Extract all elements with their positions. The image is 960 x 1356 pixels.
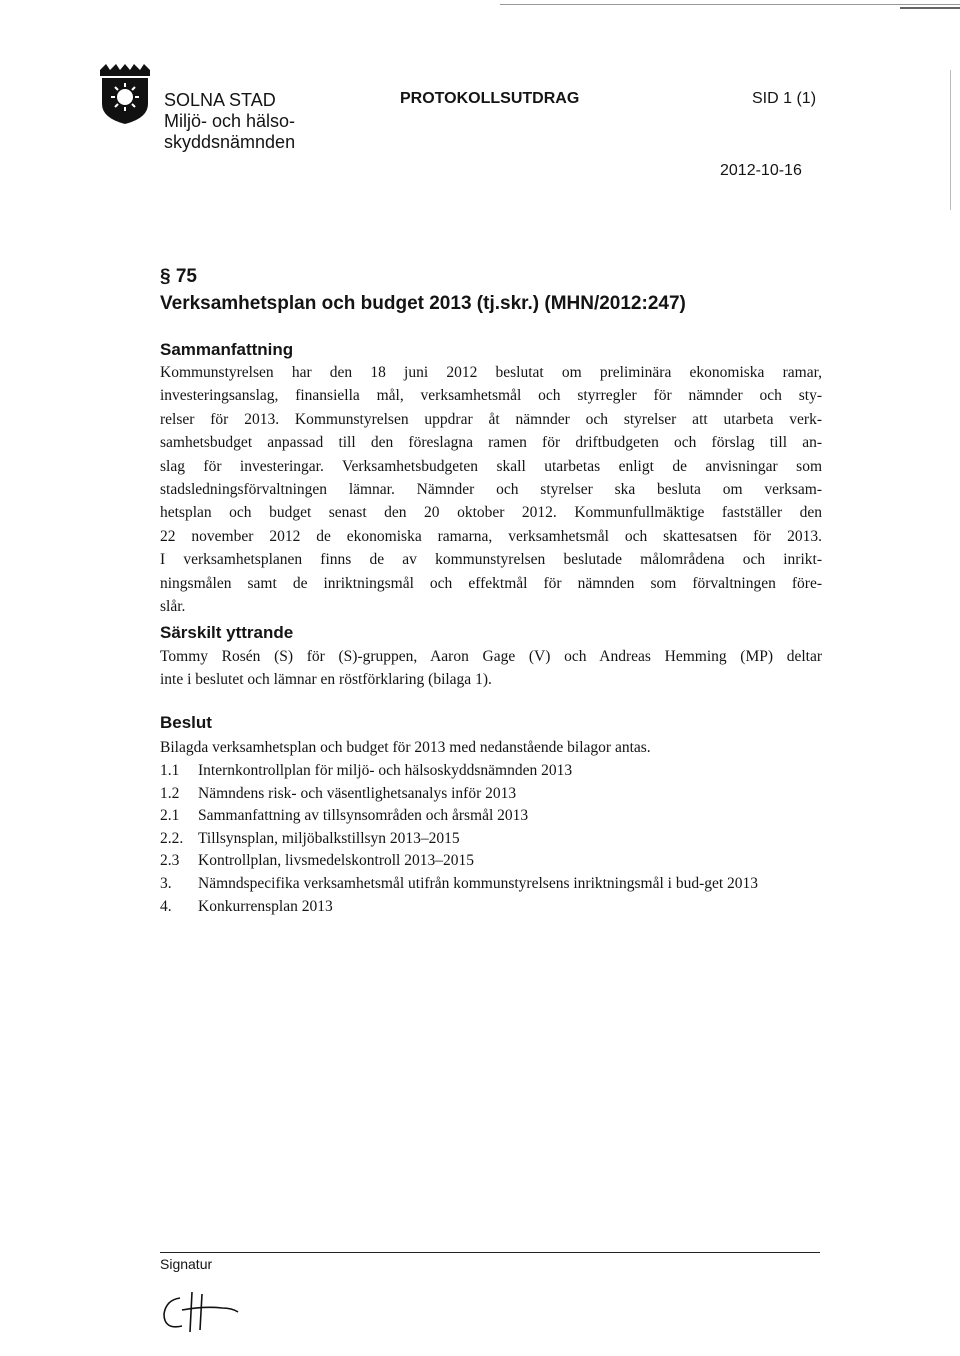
decision-heading: Beslut [160, 713, 212, 732]
summary-line: hetsplan och budget senast den 20 oktober 2012. Kommunfullmäktige fastställer den [160, 504, 822, 522]
summary-line: 22 november 2012 de ekonomiska ramarna, verksamhetsmål och skattesatsen för 2013. [160, 527, 822, 545]
list-item [160, 805, 822, 828]
solna-crest-icon [98, 64, 152, 124]
org-committee-line1: Miljö- och hälso- [164, 111, 296, 131]
statement-line: Tommy Rosén (S) för (S)-gruppen, Aaron Gage (V) och Andreas Hemming (MP) deltar [160, 648, 822, 665]
signature-divider [160, 1252, 820, 1253]
statement-line: inte i beslutet och lämnar en röstförklaring (bilaga 1). [160, 671, 492, 689]
list-item-number: 1.2 [160, 784, 180, 802]
list-item-text: Konkurrensplan 2013 [198, 897, 333, 915]
page-number: SID 1 (1) [752, 90, 817, 107]
section-number: § 75 [160, 266, 197, 287]
summary-line: ningsmålen samt de inriktningsmål och effektmål för nämnden som förvaltningen före- [160, 574, 822, 592]
decision-intro-line: Bilagda verksamhetsplan och budget för 2013 med nedanstående bilagor antas. [160, 739, 651, 756]
list-item-number: 2.2. [160, 829, 184, 847]
summary-line: slår. [160, 598, 186, 616]
section-title: Verksamhetsplan och budget 2013 (tj.skr.) (MHN/2012:247) [160, 293, 686, 314]
summary-line: relser för 2013. Kommunstyrelsen uppdrar åt nämnder och styrelser att utarbeta verk- [160, 410, 822, 428]
summary-line: Kommunstyrelsen har den 18 juni 2012 beslutat om preliminära ekonomiska ramar, [160, 364, 822, 381]
document-date: 2012-10-16 [720, 162, 802, 179]
list-item [160, 760, 822, 783]
summary-paragraph [160, 361, 822, 618]
list-item [160, 896, 822, 919]
attachment-list [160, 760, 822, 918]
list-item-number: 3. [160, 874, 172, 892]
list-item-number: 2.1 [160, 807, 180, 825]
statement-heading: Särskilt yttrande [160, 623, 294, 642]
summary-line: samhetsbudget anpassad till den föreslagna ramen för driftbudgeten och förslag till an- [160, 434, 822, 452]
statement-paragraph [160, 645, 822, 692]
list-item [160, 783, 822, 806]
list-item-text: Tillsynsplan, miljöbalkstillsyn 2013–2015 [198, 829, 460, 847]
list-item-number: 2.3 [160, 852, 180, 870]
summary-line: slag för investeringar. Verksamhetsbudgeten skall utarbetas enligt de anvisningar som [160, 457, 822, 475]
scan-artifact-line [950, 70, 951, 210]
org-city: SOLNA STAD [164, 90, 276, 110]
list-item-text: Internkontrollplan för miljö- och hälsoskyddsnämnden 2013 [198, 762, 573, 779]
list-item-text: Nämndens risk- och väsentlighetsanalys inför 2013 [198, 784, 517, 802]
decision-intro [160, 736, 822, 759]
list-item [160, 873, 822, 896]
list-item-number: 4. [160, 897, 172, 915]
signature-label: Signatur [160, 1256, 213, 1272]
summary-line: I verksamhetsplanen finns de av kommunstyrelsen beslutade målområdena och inrikt- [160, 551, 822, 569]
scan-artifact-line [500, 4, 960, 5]
organization-name [164, 90, 295, 153]
document-type: PROTOKOLLSUTDRAG [400, 90, 580, 107]
scan-artifact-line [900, 7, 960, 9]
summary-heading: Sammanfattning [160, 340, 294, 359]
handwritten-signature [160, 1286, 250, 1336]
org-committee-line2: skyddsnämnden [164, 132, 296, 152]
list-item-text: Kontrollplan, livsmedelskontroll 2013–2015 [198, 852, 474, 870]
list-item-text: Nämndspecifika verksamhetsmål utifrån kommunstyrelsens inriktningsmål i bud-get 2013 [198, 874, 759, 892]
summary-line: stadsledningsförvaltningen lämnar. Nämnder och styrelser ska besluta om verksam- [160, 481, 822, 499]
list-item-number: 1.1 [160, 762, 180, 779]
summary-line: investeringsanslag, finansiella mål, verksamhetsmål och styrregler för nämnder och sty- [160, 387, 822, 405]
list-item-text: Sammanfattning av tillsynsområden och årsmål 2013 [198, 807, 529, 825]
list-item [160, 828, 822, 851]
list-item [160, 850, 822, 873]
